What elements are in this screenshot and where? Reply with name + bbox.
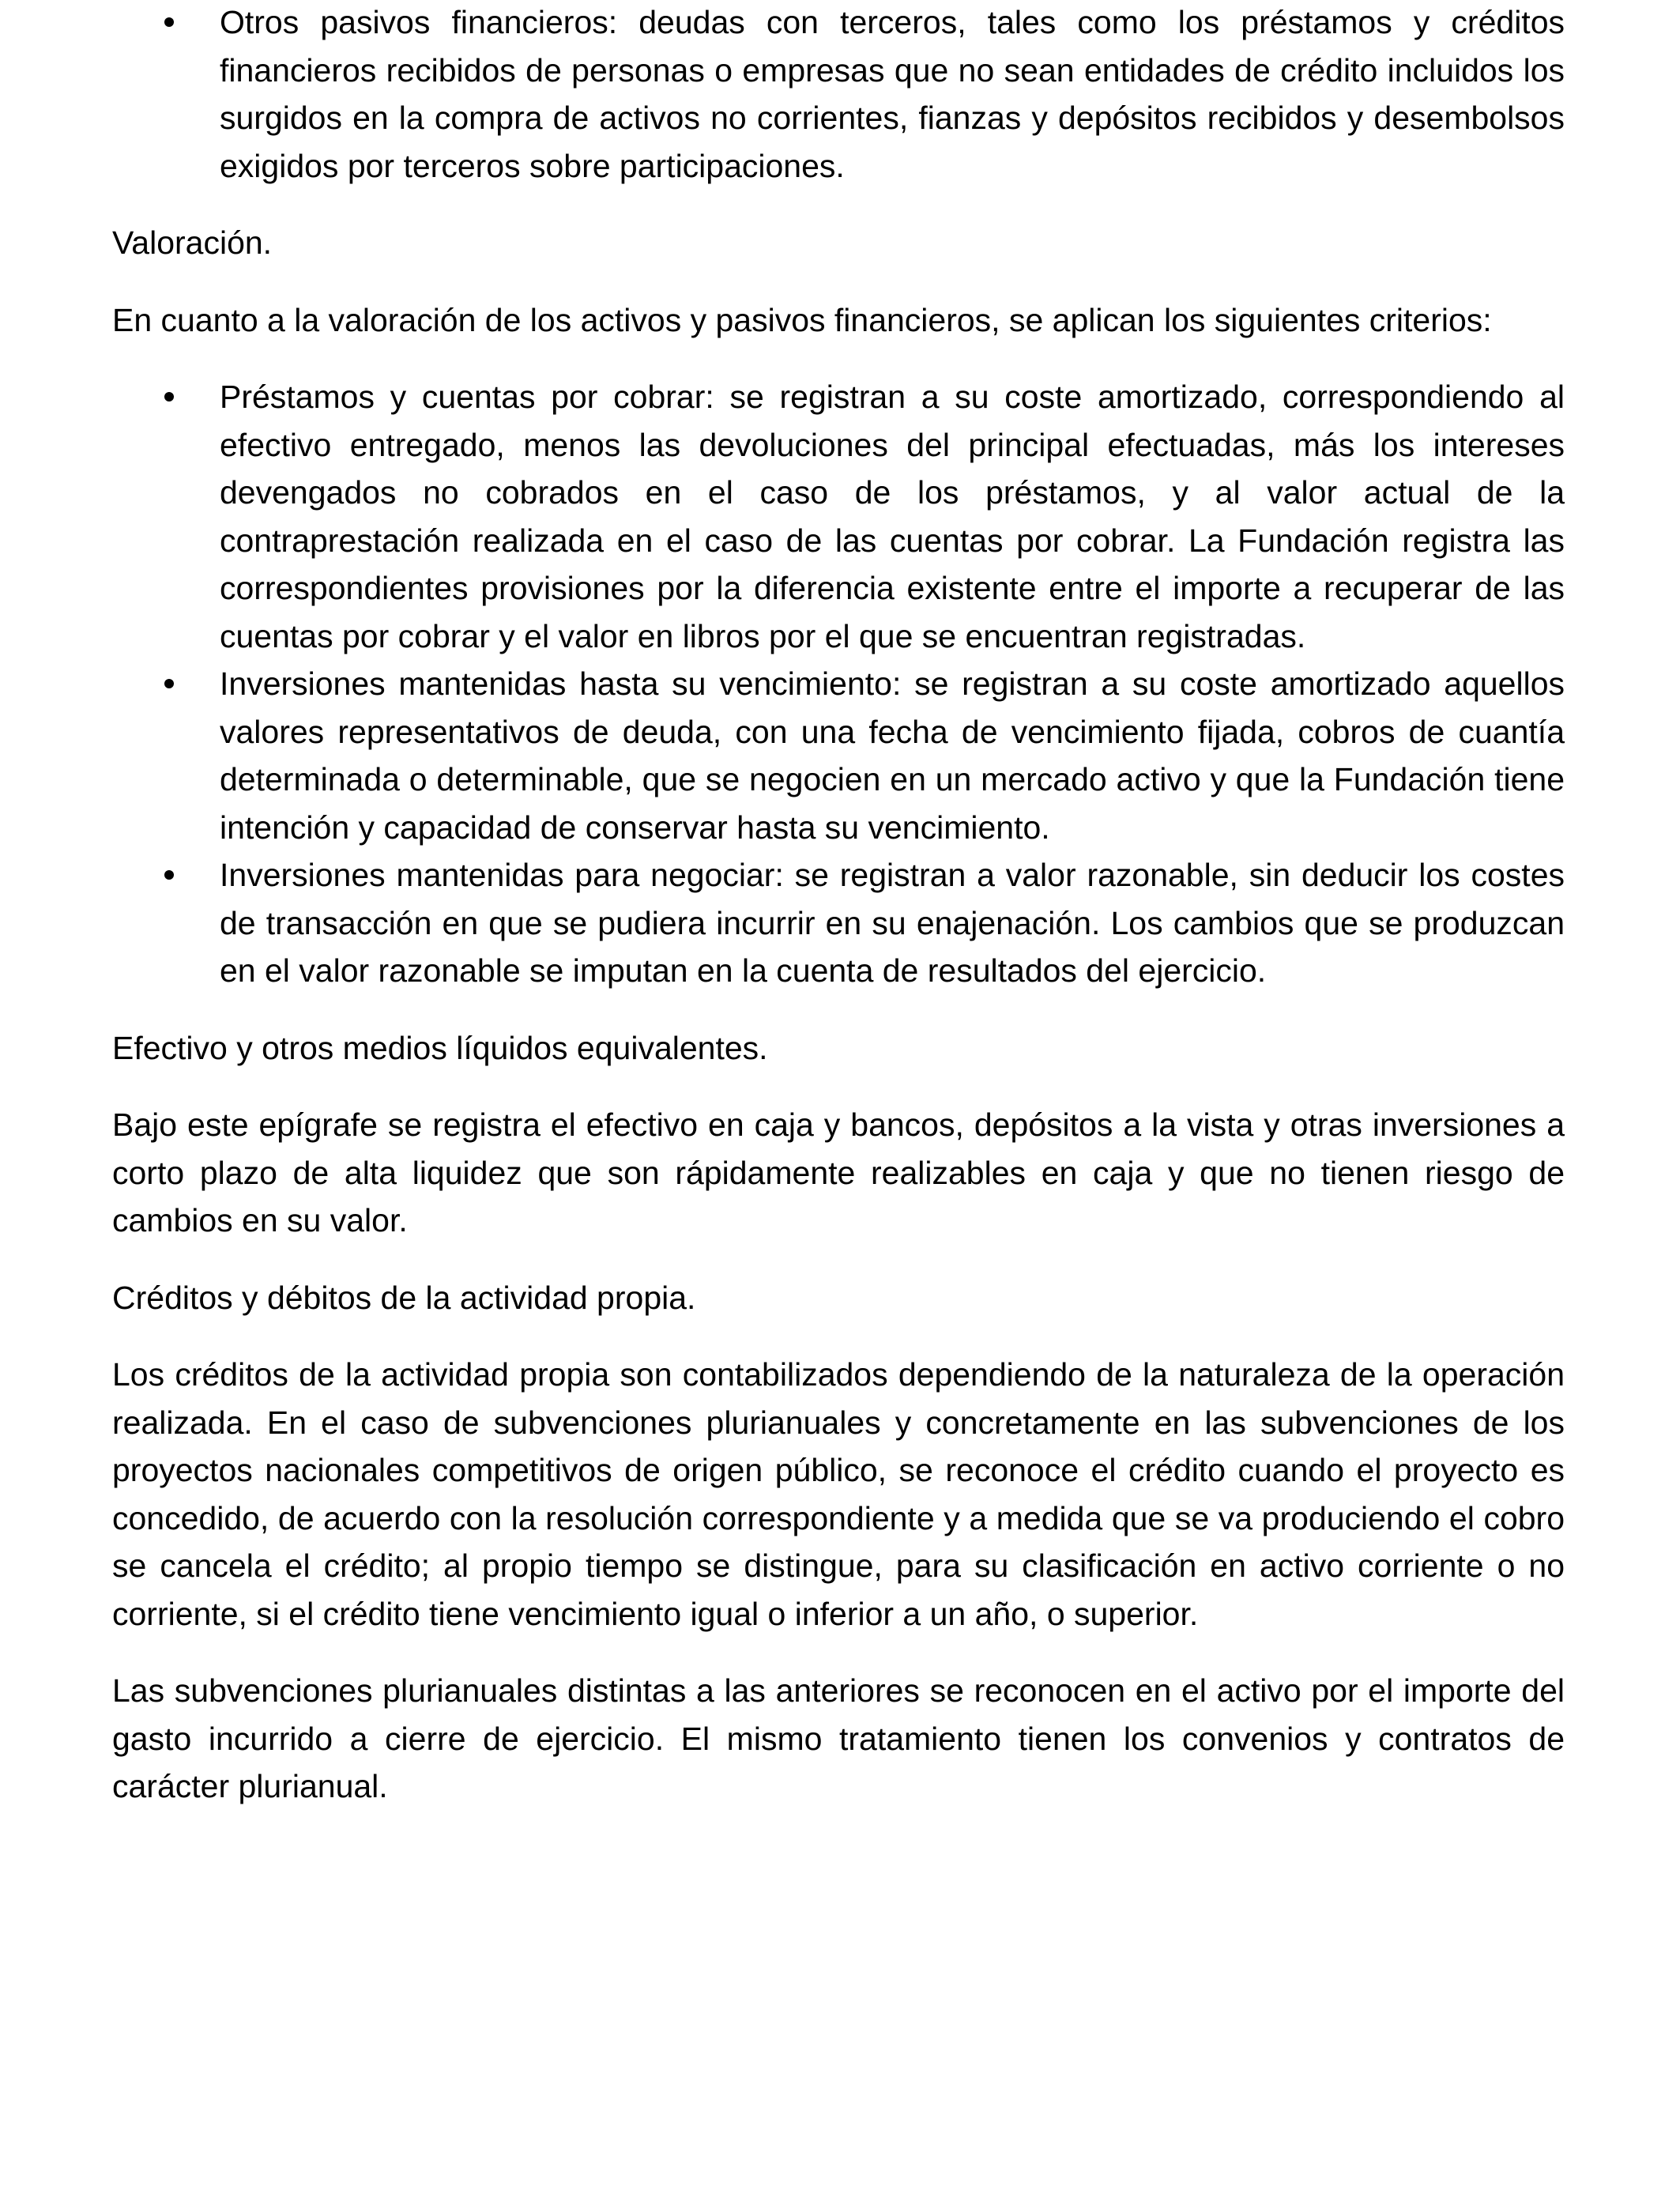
section-heading-efectivo: Efectivo y otros medios líquidos equivalentes. [112,1029,768,1066]
paragraph-valoracion-intro: En cuanto a la valoración de los activos y pasivos financieros, se aplican los siguientes criterios: [112,301,1492,338]
bullet-list-criterios [112,373,1565,995]
list-item [112,851,1565,995]
paragraph-efectivo: Bajo este epígrafe se registra el efectivo en caja y bancos, depósitos a la vista y otras inversiones a corto plazo de alta liquidez que son rápidamente realizables en caja y que no tienen riesgo de cambios en su valor. [112,1106,1565,1238]
list-item [112,0,1565,190]
list-item [112,373,1565,660]
bullet-icon [164,17,174,27]
section-heading-valoracion: Valoración. [112,224,273,261]
bullet-list-pasivos [112,0,1565,190]
paragraph-creditos-2: Las subvenciones plurianuales distintas a las anteriores se reconocen en el activo por el importe del gasto incurrido a cierre de ejercicio. El mismo tratamiento tienen los convenios y contratos de carácter plurianual. [112,1672,1565,1804]
bullet-icon [164,679,174,688]
list-item-text: Otros pasivos financieros: deudas con terceros, tales como los préstamos y créditos financieros recibidos de personas o empresas que no sean entidades de crédito incluidos los surgidos en la compra de activos no corrientes, fianzas y depósitos recibidos y desembolsos exigidos por terceros sobre participaciones. [220,4,1565,184]
list-item [112,660,1565,851]
bullet-icon [164,870,174,880]
list-item-text: Inversiones mantenidas para negociar: se registran a valor razonable, sin deducir los costes de transacción en que se pudiera incurrir en su enajenación. Los cambios que se produzcan en el valor razonable se imputan en la cuenta de resultados del ejercicio. [220,857,1565,989]
bullet-icon [164,392,174,401]
paragraph-creditos-1: Los créditos de la actividad propia son contabilizados dependiendo de la naturaleza de la operación realizada. En el caso de subvenciones plurianuales y concretamente en las subvenciones de los proyectos nacionales competitivos de origen público, se reconoce el crédito cuando el proyecto es concedido, de acuerdo con la resolución correspondiente y a medida que se va produciendo el cobro se cancela el crédito; al propio tiempo se distingue, para su clasificación en activo corriente o no corriente, si el crédito tiene vencimiento igual o inferior a un año, o superior. [112,1356,1565,1632]
list-item-text: Préstamos y cuentas por cobrar: se registran a su coste amortizado, correspondiendo al efectivo entregado, menos las devoluciones del principal efectuadas, más los intereses devengados no cobrados en el caso de los préstamos, y al valor actual de la contraprestación realizada en el caso de las cuentas por cobrar. La Fundación registra las correspondientes provisiones por la diferencia existente entre el importe a recuperar de las cuentas por cobrar y el valor en libros por el que se encuentran registradas. [220,379,1565,654]
section-heading-creditos: Créditos y débitos de la actividad propia. [112,1279,696,1316]
document-page [112,0,1565,1811]
list-item-text: Inversiones mantenidas hasta su vencimiento: se registran a su coste amortizado aquellos valores representativos de deuda, con una fecha de vencimiento fijada, cobros de cuantía determinada o determinable, que se negocien en un mercado activo y que la Fundación tiene intención y capacidad de conservar hasta su vencimiento. [220,665,1565,846]
